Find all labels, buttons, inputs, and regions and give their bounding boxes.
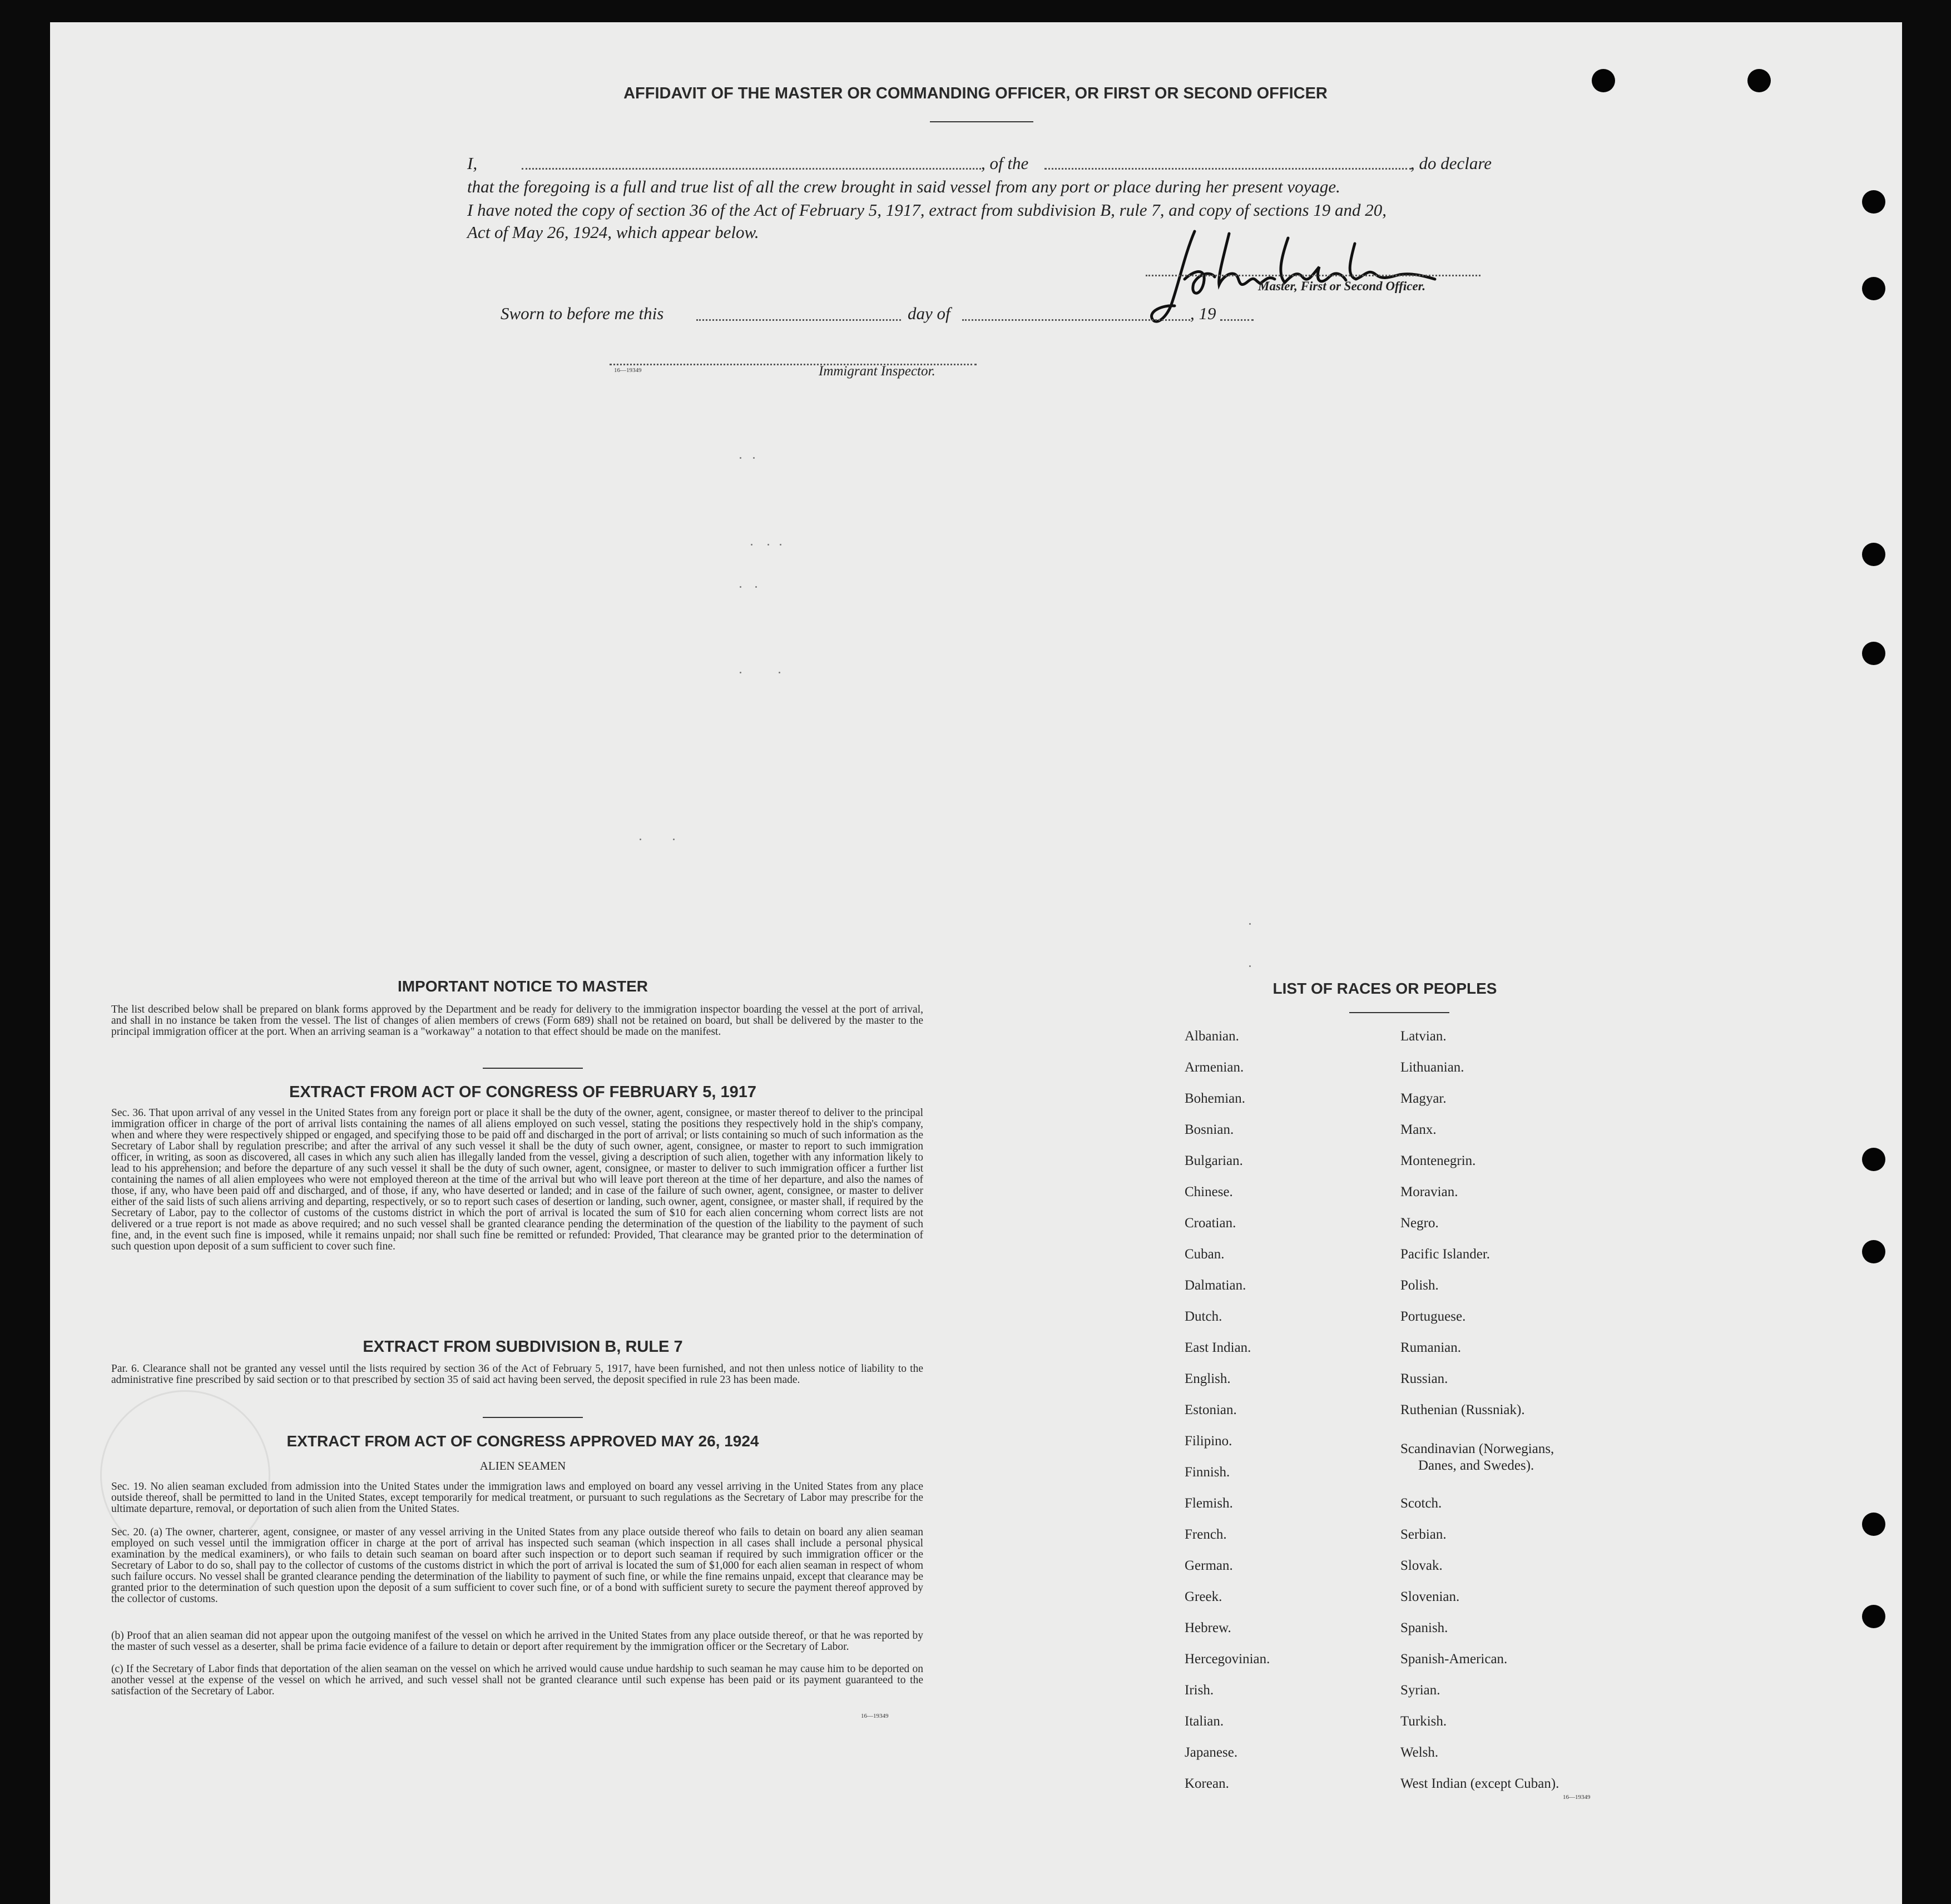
affidavit-title: AFFIDAVIT OF THE MASTER OR COMMANDING OFFICER, OR FIRST OR SECOND OFFICER bbox=[623, 85, 1328, 102]
race-item: Hebrew. bbox=[1185, 1620, 1231, 1635]
name-blank[interactable] bbox=[522, 168, 981, 170]
inspector-caption: Immigrant Inspector. bbox=[819, 364, 935, 379]
races-title: LIST OF RACES OR PEOPLES bbox=[1272, 980, 1497, 997]
race-item: Slovenian. bbox=[1400, 1589, 1460, 1604]
race-item: Polish. bbox=[1400, 1278, 1439, 1293]
day-of-label: day of bbox=[908, 304, 950, 323]
punch-hole bbox=[1862, 1513, 1885, 1536]
race-item: Magyar. bbox=[1400, 1091, 1447, 1106]
race-item: East Indian. bbox=[1185, 1340, 1251, 1355]
race-item: Filipino. bbox=[1185, 1434, 1232, 1449]
race-item: Greek. bbox=[1185, 1589, 1222, 1604]
notice-title: IMPORTANT NOTICE TO MASTER bbox=[397, 978, 648, 995]
race-item: Negro. bbox=[1400, 1216, 1439, 1231]
punch-hole bbox=[1862, 1148, 1885, 1171]
race-item: Spanish. bbox=[1400, 1620, 1448, 1635]
affidavit-line-3: I have noted the copy of section 36 of the Act of February 5, 1917, extract from subdivision B, rule 7, and copy of sections 19 and 20, bbox=[467, 200, 1387, 220]
race-item: Syrian. bbox=[1400, 1683, 1440, 1698]
section-divider bbox=[483, 1417, 583, 1418]
sec-20c-text: (c) If the Secretary of Labor finds that deportation of the alien seaman on the vessel on which he arrived would cause undue hardship to such seaman he may cause him to be deported on another vessel at the expense of the vessel on which he arrived, and such vessel shall not be granted clearance until such expense has been paid or its payment guaranteed to the satisfaction of the Secretary of Labor. bbox=[111, 1663, 923, 1697]
race-item: Irish. bbox=[1185, 1683, 1214, 1698]
races-divider bbox=[1349, 1012, 1449, 1013]
race-item: Welsh. bbox=[1400, 1745, 1439, 1760]
race-item: Bulgarian. bbox=[1185, 1153, 1243, 1168]
rule-7-text: Par. 6. Clearance shall not be granted any vessel until the lists required by section 36 of the Act of February 5, 1917, have been furnished, and not then unless notice of liability to the administrative fine prescribed by said section or to that prescribed by section 35 of said act having been served, the deposit specified in rule 23 has been made. bbox=[111, 1363, 923, 1386]
signature-caption: Master, First or Second Officer. bbox=[1258, 279, 1426, 293]
race-item: English. bbox=[1185, 1371, 1231, 1386]
race-item: Lithuanian. bbox=[1400, 1060, 1464, 1075]
sworn-month-blank[interactable] bbox=[962, 319, 1190, 321]
race-item: Dalmatian. bbox=[1185, 1278, 1246, 1293]
race-item: Turkish. bbox=[1400, 1714, 1447, 1729]
race-item: Pacific Islander. bbox=[1400, 1247, 1491, 1262]
year-label: , 19 bbox=[1190, 304, 1216, 323]
race-item: Bosnian. bbox=[1185, 1122, 1234, 1137]
race-item: Japanese. bbox=[1185, 1745, 1238, 1760]
race-item: Italian. bbox=[1185, 1714, 1224, 1729]
rule-7-title: EXTRACT FROM SUBDIVISION B, RULE 7 bbox=[363, 1338, 683, 1356]
do-declare-label: , do declare bbox=[1410, 153, 1492, 173]
punch-hole bbox=[1862, 1605, 1885, 1628]
race-item: Slovak. bbox=[1400, 1558, 1443, 1573]
form-page bbox=[50, 22, 1902, 1904]
race-item: Spanish-American. bbox=[1400, 1652, 1508, 1667]
race-item: Cuban. bbox=[1185, 1247, 1225, 1262]
race-item: Hercegovinian. bbox=[1185, 1652, 1270, 1667]
sec-20a-text: Sec. 20. (a) The owner, charterer, agent, consignee, or master of any vessel arriving in the United States from any place outside thereof who fails to detain on board any alien seaman employed on such vessel until the immigration officer in charge at the port of arrival has inspected such seaman (which inspection in all cases shall include a personal physical examination by the medical examiners), or who fails to detain such seaman on board after such inspection or to deport such seaman if required by such immigration officer or the Secretary of Labor to do so, shall pay to the collector of customs of the customs district in which the port of arrival is located the sum of $1,000 for each alien seaman in respect of whom such failure occurs. No vessel shall be granted clearance pending the determination of the liability to payment of such fine, or while the fine remains unpaid, except that clearance may be granted prior to the determination of such question upon the deposit of a sum sufficient to cover such fine, or of a bond with sufficient surety to secure the payment thereof approved by the collector of customs. bbox=[111, 1526, 923, 1605]
affidavit-line-2: that the foregoing is a full and true list of all the crew brought in said vessel from any port or place during her present voyage. bbox=[467, 177, 1340, 196]
race-item: Rumanian. bbox=[1400, 1340, 1462, 1355]
affidavit-line-4: Act of May 26, 1924, which appear below. bbox=[467, 222, 759, 242]
race-item: Albanian. bbox=[1185, 1029, 1239, 1044]
race-item: Dutch. bbox=[1185, 1309, 1222, 1324]
races-form-number: 16—19349 bbox=[1563, 1794, 1591, 1801]
punch-hole bbox=[1862, 1240, 1885, 1263]
sec-19-text: Sec. 19. No alien seaman excluded from admission into the United States under the immigration laws and employed on board any vessel arriving in the United States from any place outside thereof, shall be permitted to land in the United States, except temporarily for medical treatment, or pursuant to such regulations as the Secretary of Labor may prescribe for the ultimate departure, removal, or deportation of such alien from the United States. bbox=[111, 1481, 923, 1515]
race-item: Moravian. bbox=[1400, 1184, 1458, 1199]
alien-seamen-subtitle: ALIEN SEAMEN bbox=[479, 1459, 566, 1472]
sworn-label: Sworn to before me this bbox=[501, 304, 664, 323]
title-divider bbox=[930, 121, 1033, 122]
affidavit-form-number: 16—19349 bbox=[614, 367, 642, 374]
sworn-year-blank[interactable] bbox=[1220, 319, 1254, 321]
race-item: Manx. bbox=[1400, 1122, 1437, 1137]
of-the-label: , of the bbox=[981, 153, 1029, 173]
race-item: Montenegrin. bbox=[1400, 1153, 1476, 1168]
sec-20b-text: (b) Proof that an alien seaman did not appear upon the outgoing manifest of the vessel on which he arrived in the United States from any place outside thereof, or that he was reported by the master of such vessel as a deserter, shall be prima facie evidence of a failure to detain or deport after requirement by the immigration officer or the Secretary of Labor. bbox=[111, 1630, 923, 1653]
notice-text: The list described below shall be prepared on blank forms approved by the Department and be ready for delivery to the immigration inspector boarding the vessel at the port of arrival, and shall in no instance be taken from the vessel. The list of changes of alien members of crews (Form 689) shall not be retained on board, but shall be delivered by the master to the principal immigration officer at the port. When an arriving seaman is a "workaway" a notation to that effect should be made on the manifest. bbox=[111, 1004, 923, 1038]
race-item: Ruthenian (Russniak). bbox=[1400, 1402, 1525, 1417]
race-item: Armenian. bbox=[1185, 1060, 1244, 1075]
punch-hole bbox=[1862, 277, 1885, 300]
section-divider bbox=[483, 1068, 583, 1069]
extract-1917-title: EXTRACT FROM ACT OF CONGRESS OF FEBRUARY 5, 1917 bbox=[289, 1083, 757, 1101]
race-item: Estonian. bbox=[1185, 1402, 1237, 1417]
race-item: Danes, and Swedes). bbox=[1418, 1458, 1534, 1473]
punch-hole bbox=[1862, 543, 1885, 566]
sworn-day-blank[interactable] bbox=[696, 319, 901, 321]
race-item: Portuguese. bbox=[1400, 1309, 1466, 1324]
race-item: French. bbox=[1185, 1527, 1227, 1542]
punch-hole bbox=[1862, 642, 1885, 665]
race-item: Bohemian. bbox=[1185, 1091, 1246, 1106]
race-item: West Indian (except Cuban). bbox=[1400, 1776, 1559, 1791]
extract-form-number: 16—19349 bbox=[861, 1713, 889, 1719]
race-item: Korean. bbox=[1185, 1776, 1229, 1791]
race-item: Croatian. bbox=[1185, 1216, 1236, 1231]
race-item: Scandinavian (Norwegians, bbox=[1400, 1441, 1554, 1456]
race-item: Scotch. bbox=[1400, 1496, 1442, 1511]
race-item: Finnish. bbox=[1185, 1465, 1230, 1480]
punch-hole bbox=[1862, 190, 1885, 214]
signature-line bbox=[1146, 275, 1480, 276]
affidavit-i-label: I, bbox=[467, 153, 478, 173]
race-item: German. bbox=[1185, 1558, 1233, 1573]
extract-1917-text: Sec. 36. That upon arrival of any vessel in the United States from any foreign port or place it shall be the duty of the owner, agent, consignee, or master thereof to deliver to the principal immigration officer in charge of the port of arrival lists containing the names of all aliens employed on such vessel, stating the positions they respectively hold in the ship's company, when and where they were respectively shipped or engaged, and specifying those to be paid off and discharged in the port of arrival; or lists containing so much of such information as the Secretary of Labor shall by regulation prescribe; and after the arrival of any such vessel it shall be the duty of such owner, agent, consignee, or master to report to such immigration officer, in writing, as soon as discovered, all cases in which any such alien has illegally landed from the vessel, giving a description of such alien, together with any information likely to lead to his apprehension; and before the departure of any such vessel it shall be the duty of such owner, agent, consignee, or master to deliver to such immigration officer a further list containing the names of all alien employees who were not employed thereon at the time of the arrival but who will leave port thereon at the time of her departure, and also the names of those, if any, who have been paid off and discharged, and of those, if any, who have deserted or landed; and in case of the failure of such owner, agent, consignee, or master to deliver either of the said lists of such aliens arriving and departing, respectively, or so to report such cases of desertion or landing, such owner, agent, consignee, or master shall, if required by the Secretary of Labor, pay to the collector of customs of the customs district in which the port of arrival is located the sum of $10 for each alien concerning whom correct lists are not delivered or a true report is not made as above required; and no such vessel shall be granted clearance pending the determination of the question of the liability to the payment of such fine, and, in the event such fine is imposed, while it remains unpaid; nor shall such fine be remitted or refunded: Provided, That clearance may be granted prior to the determination of such question upon deposit of a sum sufficient to cover such fine. bbox=[111, 1107, 923, 1252]
race-item: Latvian. bbox=[1400, 1029, 1447, 1044]
race-item: Flemish. bbox=[1185, 1496, 1233, 1511]
race-item: Russian. bbox=[1400, 1371, 1448, 1386]
race-item: Chinese. bbox=[1185, 1184, 1233, 1199]
race-item: Serbian. bbox=[1400, 1527, 1447, 1542]
extract-1924-title: EXTRACT FROM ACT OF CONGRESS APPROVED MAY 26, 1924 bbox=[286, 1432, 759, 1450]
vessel-blank[interactable] bbox=[1044, 168, 1412, 170]
